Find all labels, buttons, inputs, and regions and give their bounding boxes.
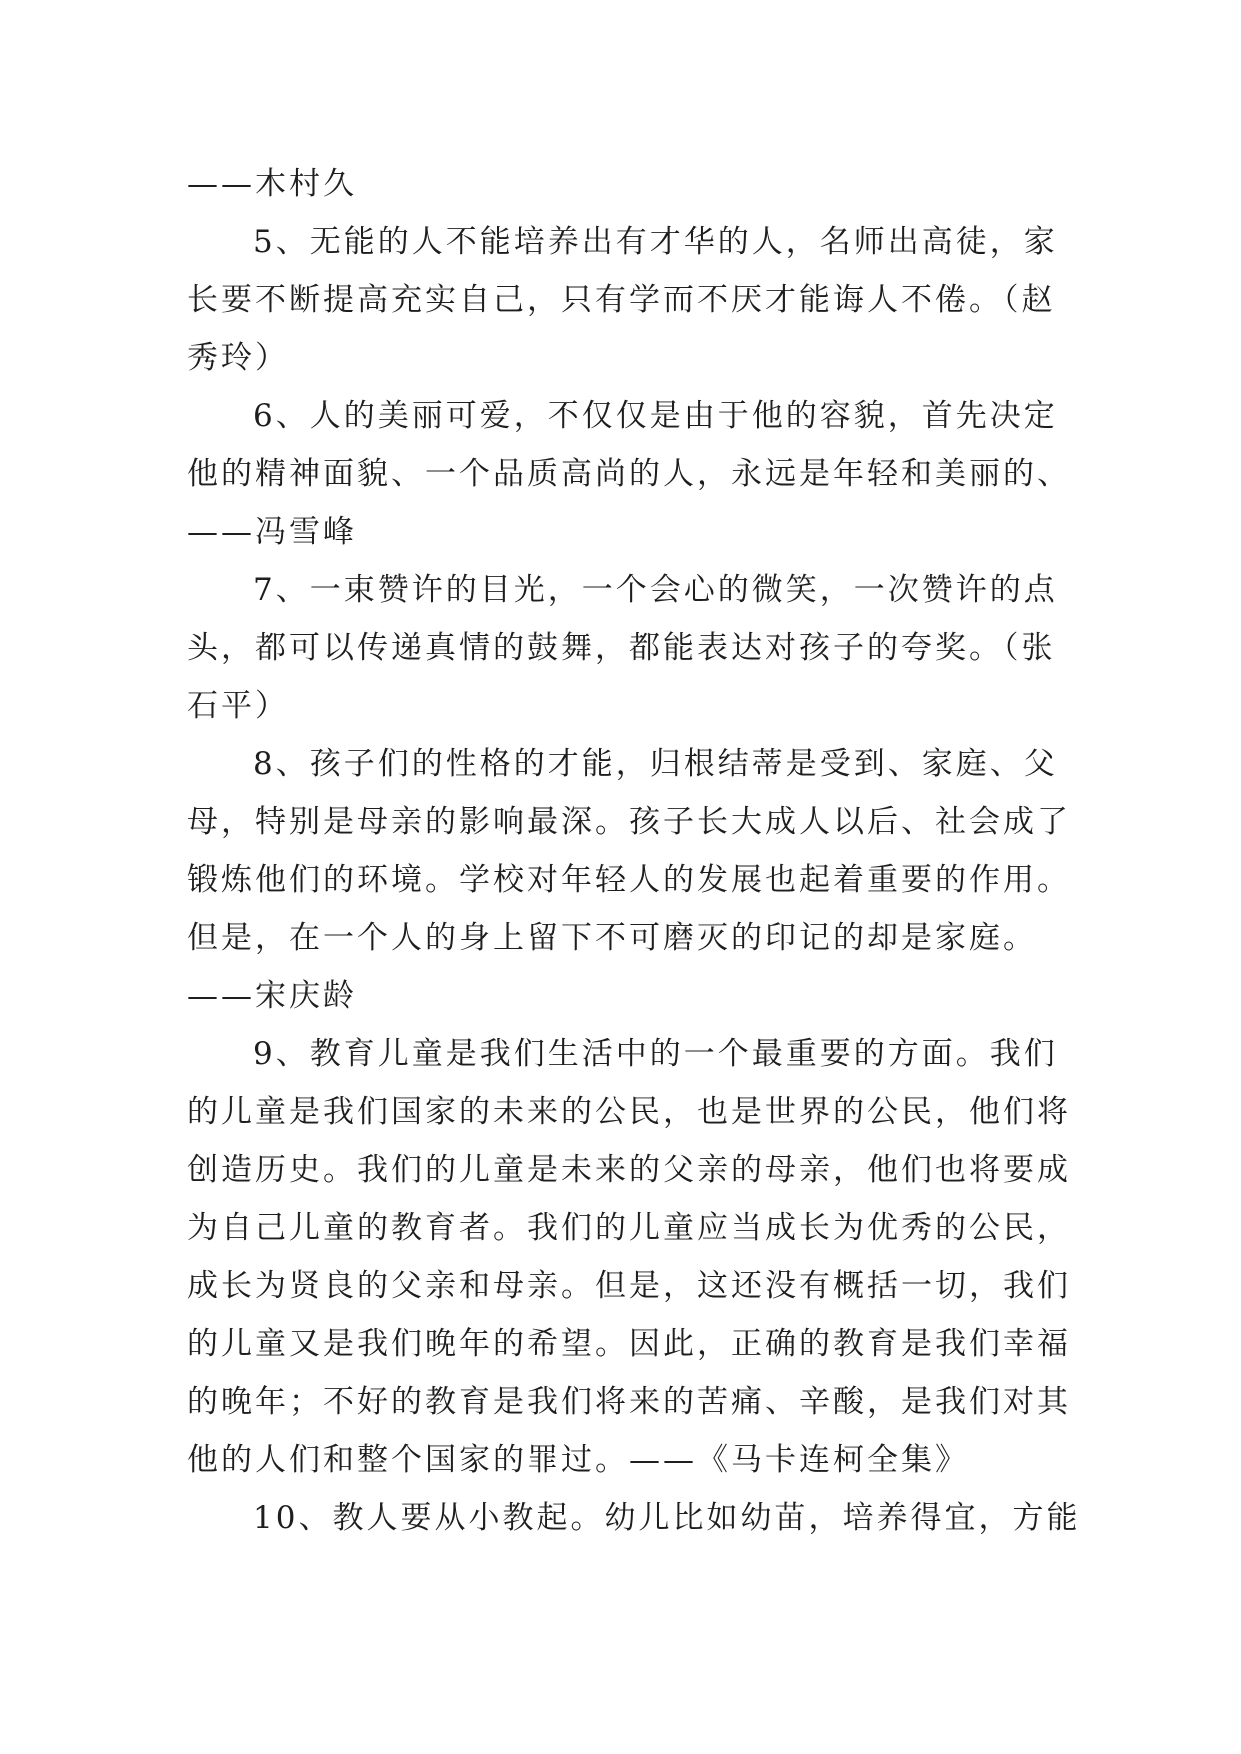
attribution-line: ——冯雪峰: [187, 514, 357, 550]
quote-9-line-3: 创造历史。我们的儿童是未来的父亲的母亲，他们也将要成: [187, 1152, 1071, 1188]
quote-8-line-1: 8、孩子们的性格的才能，归根结蒂是受到、家庭、父: [253, 746, 1058, 782]
quote-9-line-7: 的晚年；不好的教育是我们将来的苦痛、辛酸，是我们对其: [187, 1384, 1071, 1420]
quote-9-line-5: 成长为贤良的父亲和母亲。但是，这还没有概括一切，我们: [187, 1268, 1071, 1304]
quote-10-line-1: 10、教人要从小教起。幼儿比如幼苗，培养得宜，方能: [253, 1500, 1081, 1536]
quote-5-line-2: 长要不断提高充实自己，只有学而不厌才能诲人不倦。（赵: [187, 282, 1056, 318]
quote-9-line-2: 的儿童是我们国家的未来的公民，也是世界的公民，他们将: [187, 1094, 1071, 1130]
quote-5-line-3: 秀玲）: [187, 340, 289, 376]
quote-7-line-3: 石平）: [187, 688, 289, 724]
quote-9-line-6: 的儿童又是我们晚年的希望。因此，正确的教育是我们幸福: [187, 1326, 1071, 1362]
quote-9-line-8: 他的人们和整个国家的罪过。——《马卡连柯全集》: [187, 1442, 969, 1478]
attribution-line: ——宋庆龄: [187, 978, 357, 1014]
quote-6-line-2: 他的精神面貌、一个品质高尚的人，永远是年轻和美丽的、: [187, 456, 1071, 492]
quote-8-line-3: 锻炼他们的环境。学校对年轻人的发展也起着重要的作用。: [187, 862, 1071, 898]
attribution-line: ——木村久: [187, 166, 357, 202]
quote-8-line-2: 母，特别是母亲的影响最深。孩子长大成人以后、社会成了: [187, 804, 1071, 840]
quote-5-line-1: 5、无能的人不能培养出有才华的人，名师出高徒，家: [253, 224, 1058, 260]
quote-9-line-4: 为自己儿童的教育者。我们的儿童应当成长为优秀的公民，: [187, 1210, 1071, 1246]
quote-7-line-1: 7、一束赞许的目光，一个会心的微笑，一次赞许的点: [253, 572, 1058, 608]
quote-6-line-1: 6、人的美丽可爱，不仅仅是由于他的容貌，首先决定: [253, 398, 1058, 434]
quote-9-line-1: 9、教育儿童是我们生活中的一个最重要的方面。我们: [253, 1036, 1058, 1072]
quote-8-line-4: 但是，在一个人的身上留下不可磨灭的印记的却是家庭。: [187, 920, 1037, 956]
quote-7-line-2: 头，都可以传递真情的鼓舞，都能表达对孩子的夸奖。（张: [187, 630, 1056, 666]
